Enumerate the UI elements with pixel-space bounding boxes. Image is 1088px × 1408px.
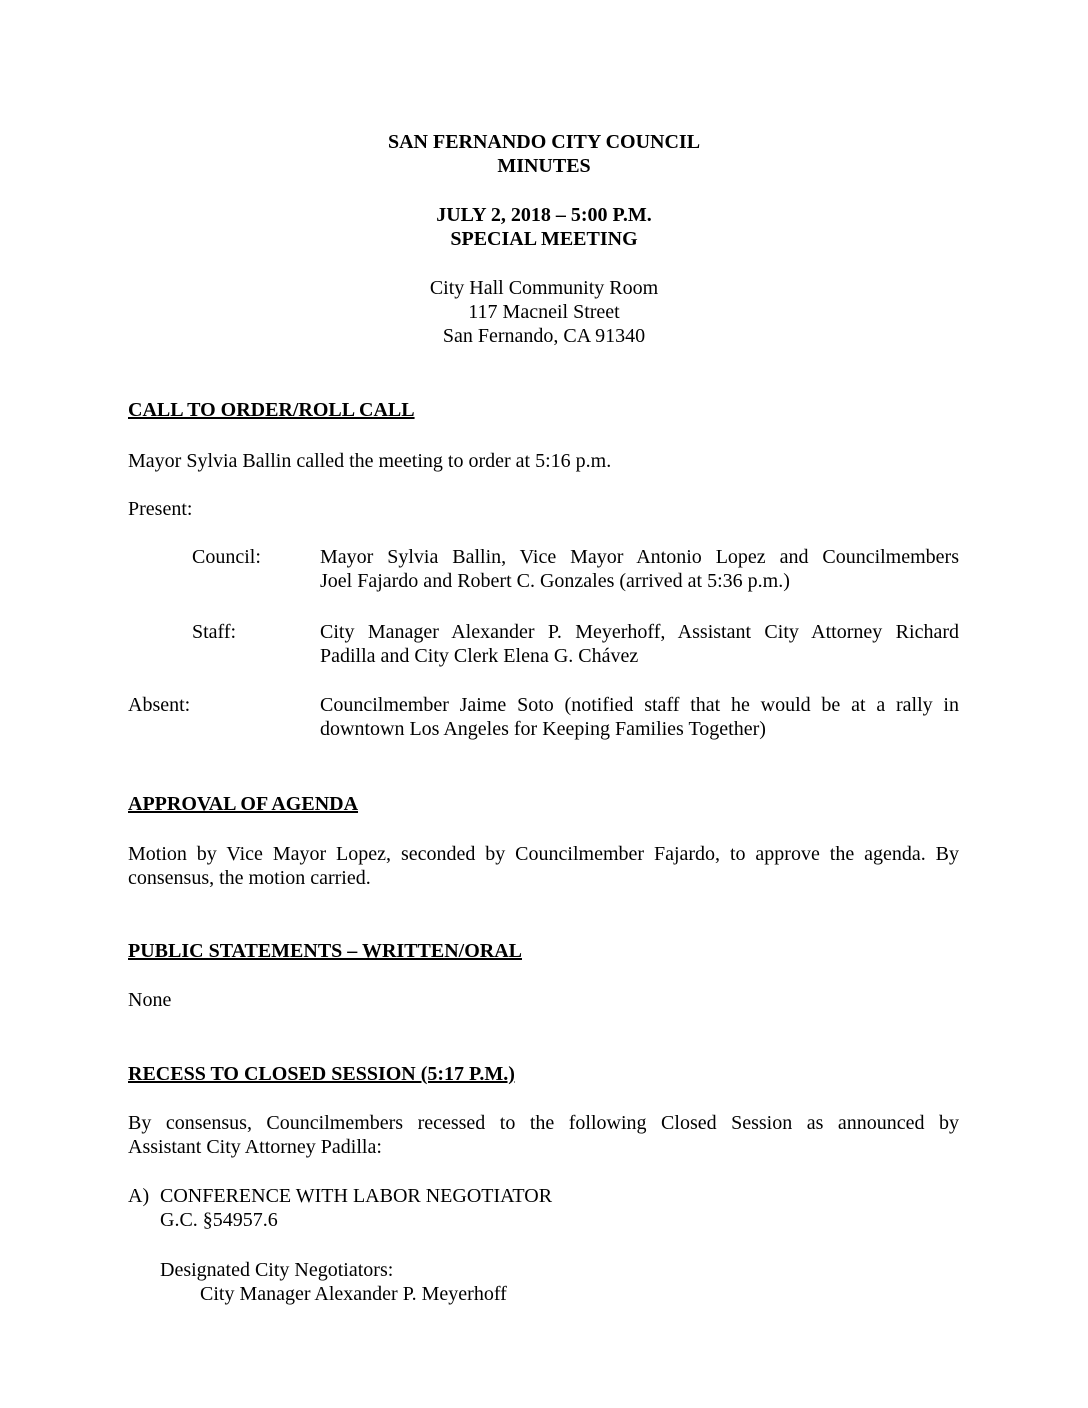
- recess-line-2: Assistant City Attorney Padilla:: [128, 1136, 382, 1158]
- item-code: G.C. §54957.6: [160, 1209, 278, 1231]
- absent-members: [320, 693, 959, 741]
- staff-line-1: City Manager Alexander P. Meyerhoff, Assistant City Attorney Richard: [320, 621, 959, 643]
- negotiator-1: City Manager Alexander P. Meyerhoff: [200, 1283, 507, 1305]
- staff-members: [320, 620, 959, 668]
- approval-line-2: consensus, the motion carried.: [128, 867, 371, 889]
- call-to-order-heading: CALL TO ORDER/ROLL CALL: [128, 399, 415, 421]
- council-label: Council:: [192, 546, 261, 568]
- council-line-1: Mayor Sylvia Ballin, Vice Mayor Antonio Lopez and Councilmembers: [320, 546, 959, 568]
- location-line-1: City Hall Community Room: [429, 277, 659, 299]
- meeting-type: SPECIAL MEETING: [450, 228, 638, 250]
- absent-line-1: Councilmember Jaime Soto (notified staff that he would be at a rally in: [320, 694, 959, 716]
- meeting-location: [0, 276, 1088, 348]
- item-title: CONFERENCE WITH LABOR NEGOTIATOR: [160, 1185, 553, 1207]
- title-line-2: MINUTES: [497, 155, 591, 177]
- meeting-date: JULY 2, 2018 – 5:00 P.M.: [436, 204, 652, 226]
- present-label: Present:: [128, 498, 193, 520]
- approval-line-1: Motion by Vice Mayor Lopez, seconded by Councilmember Fajardo, to approve the agenda. By: [128, 843, 959, 865]
- approval-of-agenda-text: [128, 842, 959, 890]
- document-title: [0, 130, 1088, 178]
- public-statements-heading: PUBLIC STATEMENTS – WRITTEN/ORAL: [128, 940, 522, 962]
- council-line-2: Joel Fajardo and Robert C. Gonzales (arrived at 5:36 p.m.): [320, 570, 790, 592]
- recess-heading: RECESS TO CLOSED SESSION (5:17 P.M.): [128, 1063, 515, 1085]
- public-statements-text: None: [128, 989, 172, 1011]
- staff-label: Staff:: [192, 621, 237, 643]
- recess-text: [128, 1111, 959, 1159]
- location-line-2: 117 Macneil Street: [468, 301, 620, 323]
- negotiators-label: Designated City Negotiators:: [160, 1259, 394, 1281]
- closed-session-item: [160, 1184, 552, 1232]
- council-members: [320, 545, 959, 593]
- item-marker: A): [128, 1185, 150, 1207]
- meeting-date-block: [0, 203, 1088, 251]
- location-line-3: San Fernando, CA 91340: [442, 325, 646, 347]
- absent-label: Absent:: [128, 694, 191, 716]
- absent-line-2: downtown Los Angeles for Keeping Families Together): [320, 718, 766, 740]
- staff-line-2: Padilla and City Clerk Elena G. Chávez: [320, 645, 639, 667]
- call-to-order-statement: Mayor Sylvia Ballin called the meeting to order at 5:16 p.m.: [128, 450, 612, 472]
- title-line-1: SAN FERNANDO CITY COUNCIL: [387, 131, 701, 153]
- recess-line-1: By consensus, Councilmembers recessed to the following Closed Session as announced by: [128, 1112, 959, 1134]
- approval-of-agenda-heading: APPROVAL OF AGENDA: [128, 793, 359, 815]
